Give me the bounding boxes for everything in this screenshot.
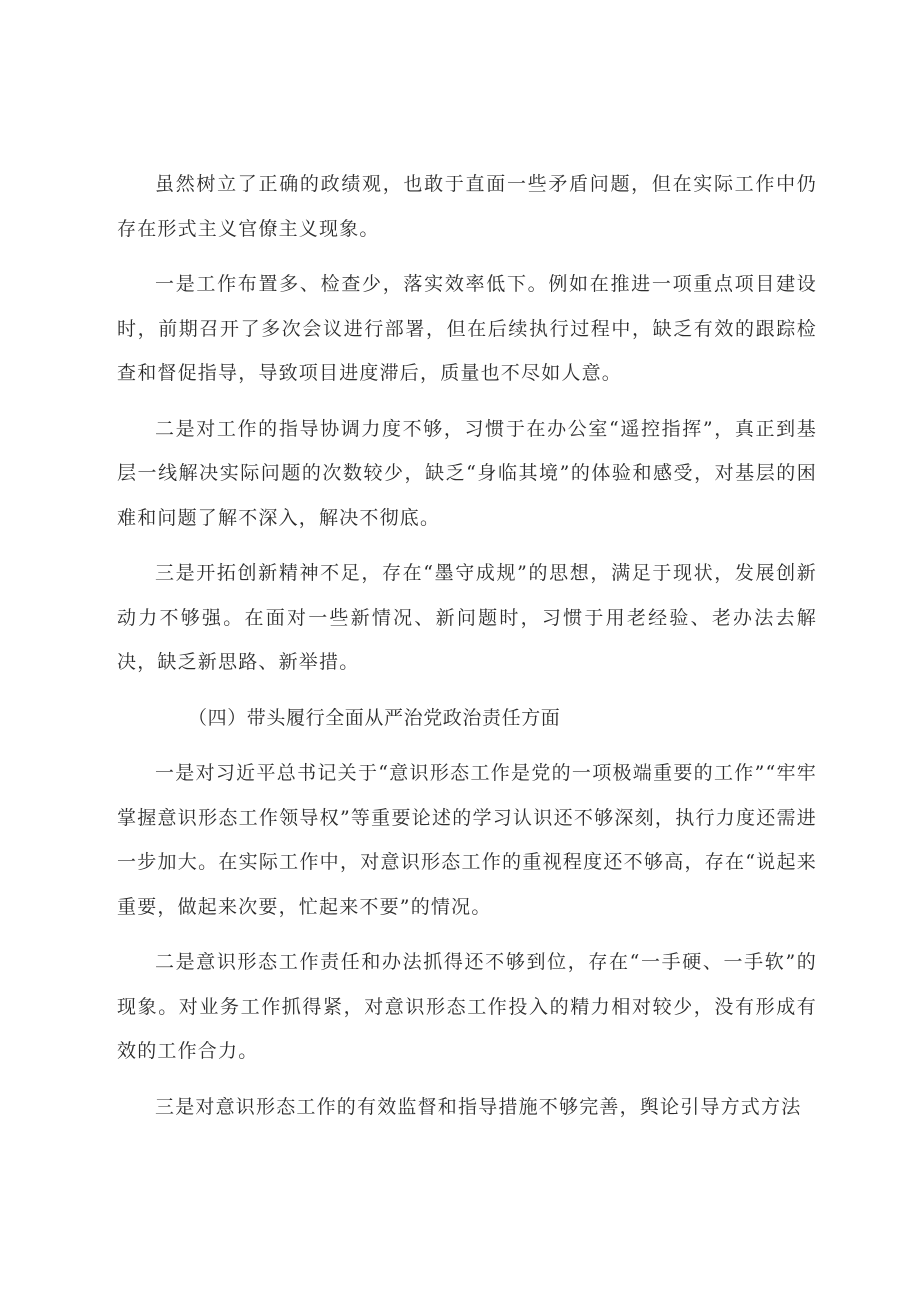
document-body (117, 162, 817, 1140)
section-paragraph-1: 一是对习近平总书记关于“意识形态工作是党的一项极端重要的工作”“牢牢掌握意识形态工作领导权”等重要论述的学习认识还不够深刻，执行力度还需进一步加大。在实际工作中，对意识形态工作的重视程度还不够高，存在“说起来重要，做起来次要，忙起来不要”的情况。 (117, 762, 817, 918)
section-paragraph-3: 三是对意识形态工作的有效监督和指导措施不够完善，舆论引导方式方法 (155, 1095, 802, 1118)
paragraph-point-3: 三是开拓创新精神不足，存在“墨守成规”的思想，满足于现状，发展创新动力不够强。在面对一些新情况、新问题时，习惯于用老经验、老办法去解决，缺乏新思路、新举措。 (117, 562, 817, 673)
paragraph-point-2: 二是对工作的指导协调力度不够，习惯于在办公室“遥控指挥”，真正到基层一线解决实际问题的次数较少，缺乏“身临其境”的体验和感受，对基层的困难和问题了解不深入，解决不彻底。 (117, 417, 817, 529)
paragraph-point-1: 一是工作布置多、检查少，落实效率低下。例如在推进一项重点项目建设时，前期召开了多次会议进行部署，但在后续执行过程中，缺乏有效的跟踪检查和督促指导，导致项目进度滞后，质量也不尽如人意。 (117, 273, 817, 384)
paragraph-intro: 虽然树立了正确的政绩观，也敢于直面一些矛盾问题，但在实际工作中仍存在形式主义官僚主义现象。 (117, 173, 817, 240)
section-heading: （四）带头履行全面从严治党政治责任方面 (188, 706, 561, 729)
section-paragraph-2: 二是意识形态工作责任和办法抓得还不够到位，存在“一手硬、一手软”的现象。对业务工作抓得紧，对意识形态工作投入的精力相对较少，没有形成有效的工作合力。 (117, 951, 817, 1062)
